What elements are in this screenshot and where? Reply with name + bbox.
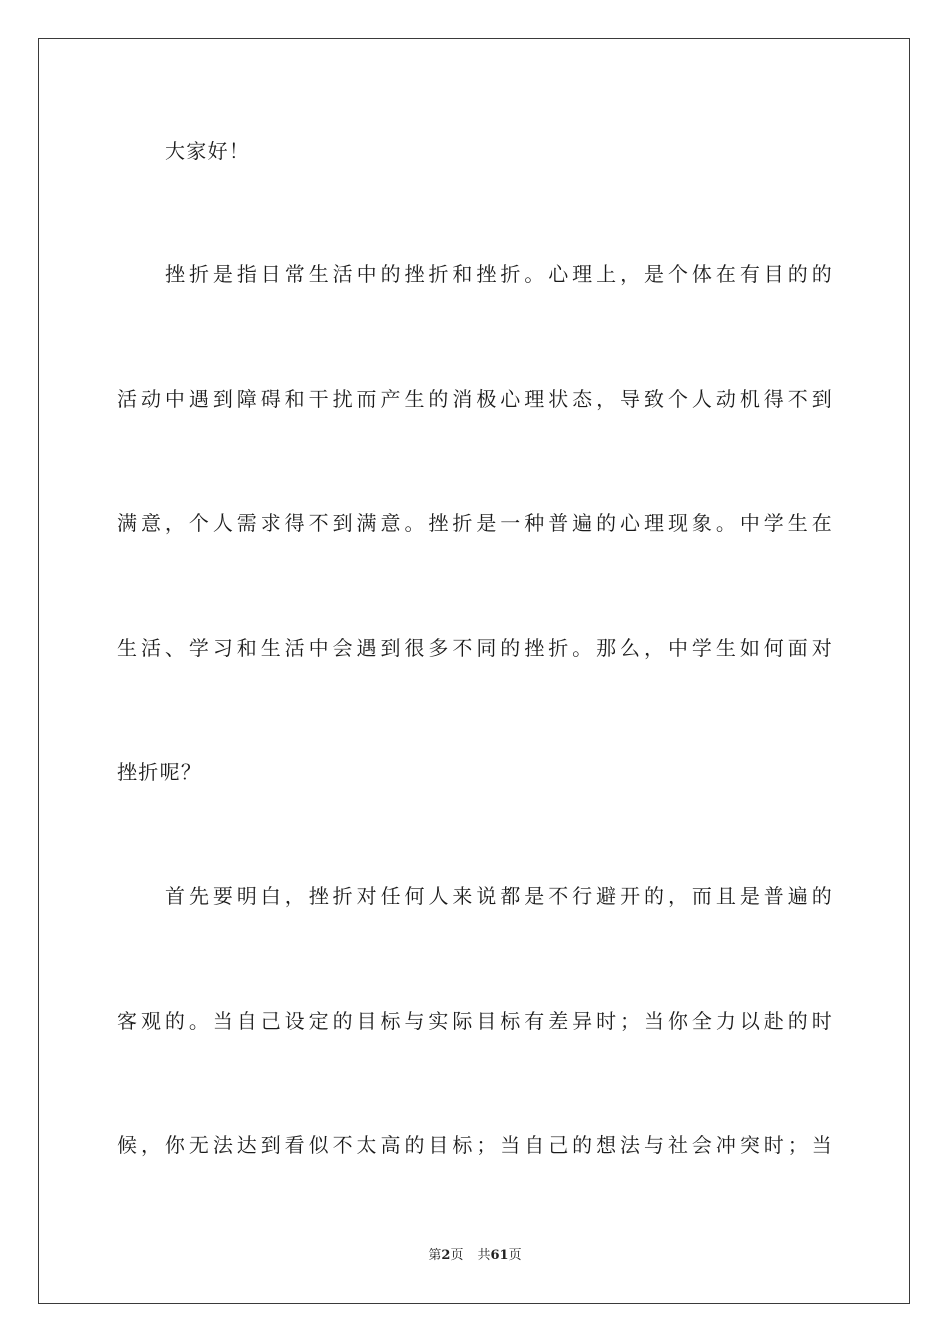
greeting-line: 大家好！ [165,139,251,163]
paragraph-2-line-3: 候，你无法达到看似不太高的目标；当自己的想法与社会冲突时；当 [117,1133,833,1157]
paragraph-1-line-2: 活动中遇到障碍和干扰而产生的消极心理状态，导致个人动机得不到 [117,387,833,411]
paragraph-1-line-3: 满意，个人需求得不到满意。挫折是一种普遍的心理现象。中学生在 [117,511,833,535]
paragraph-1-line-4: 生活、学习和生活中会遇到很多不同的挫折。那么，中学生如何面对 [117,636,833,660]
total-pages: 61 [490,1248,509,1263]
page-suffix: 页 [450,1248,464,1263]
page-footer [0,1246,950,1266]
page-prefix: 第 [428,1248,442,1263]
paragraph-2-line-2: 客观的。当自己设定的目标与实际目标有差异时；当你全力以赴的时 [117,1009,833,1033]
paragraph-1-line-1: 挫折是指日常生活中的挫折和挫折。心理上，是个体在有目的的 [165,262,833,286]
page-border [38,38,910,1304]
paragraph-2-line-1: 首先要明白，挫折对任何人来说都是不行避开的，而且是普遍的 [165,884,833,908]
paragraph-1-line-5: 挫折呢？ [117,760,203,784]
page-number: 2 [441,1248,451,1263]
total-suffix: 页 [508,1248,522,1263]
total-prefix: 共 [477,1248,491,1263]
